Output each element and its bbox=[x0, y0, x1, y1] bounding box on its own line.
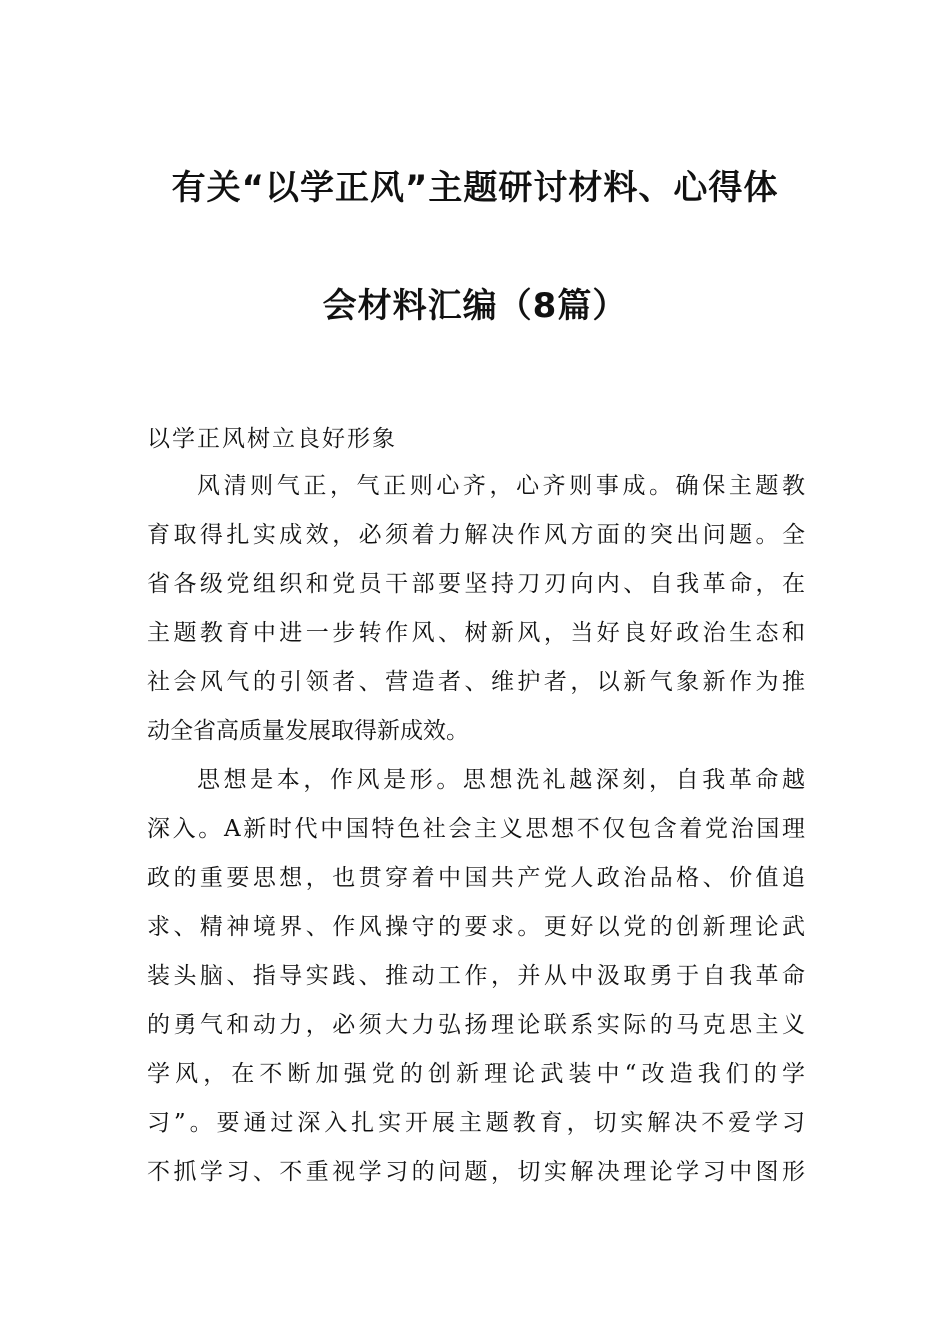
paragraph-line: 的勇气和动力，必须大力弘扬理论联系实际的马克思主义 bbox=[147, 1012, 805, 1038]
paragraph-2 bbox=[147, 756, 805, 1197]
paragraph-line: 习”。要通过深入扎实开展主题教育，切实解决不爱学习 bbox=[147, 1110, 805, 1136]
paragraph-line: 风清则气正，气正则心齐，心齐则事成。确保主题教 bbox=[197, 473, 805, 499]
paragraph-line: 社会风气的引领者、营造者、维护者，以新气象新作为推 bbox=[147, 669, 805, 695]
paragraph-1 bbox=[147, 462, 805, 756]
paragraph-line: 不抓学习、不重视学习的问题，切实解决理论学习中图形 bbox=[147, 1159, 805, 1185]
paragraph-line: 省各级党组织和党员干部要坚持刀刃向内、自我革命，在 bbox=[147, 571, 805, 597]
document-title-line-1: 有关“以学正风”主题研讨材料、心得体 bbox=[171, 168, 779, 208]
paragraph-line: 主题教育中进一步转作风、树新风，当好良好政治生态和 bbox=[147, 620, 805, 646]
paragraph-line: 学风，在不断加强党的创新理论武装中“改造我们的学 bbox=[147, 1061, 805, 1087]
document-title-line-2: 会材料汇编（8篇） bbox=[322, 286, 628, 326]
section-title: 以学正风树立良好形象 bbox=[147, 426, 397, 452]
paragraph-line: 政的重要思想，也贯穿着中国共产党人政治品格、价值追 bbox=[147, 865, 805, 891]
paragraph-line: 求、精神境界、作风操守的要求。更好以党的创新理论武 bbox=[147, 914, 805, 940]
paragraph-line: 思想是本，作风是形。思想洗礼越深刻，自我革命越 bbox=[197, 767, 805, 793]
paragraph-line: 装头脑、指导实践、推动工作，并从中汲取勇于自我革命 bbox=[147, 963, 805, 989]
paragraph-line: 育取得扎实成效，必须着力解决作风方面的突出问题。全 bbox=[147, 522, 805, 548]
paragraph-line: 深入。A新时代中国特色社会主义思想不仅包含着党治国理 bbox=[147, 816, 805, 842]
paragraph-line: 动全省高质量发展取得新成效。 bbox=[147, 718, 469, 744]
